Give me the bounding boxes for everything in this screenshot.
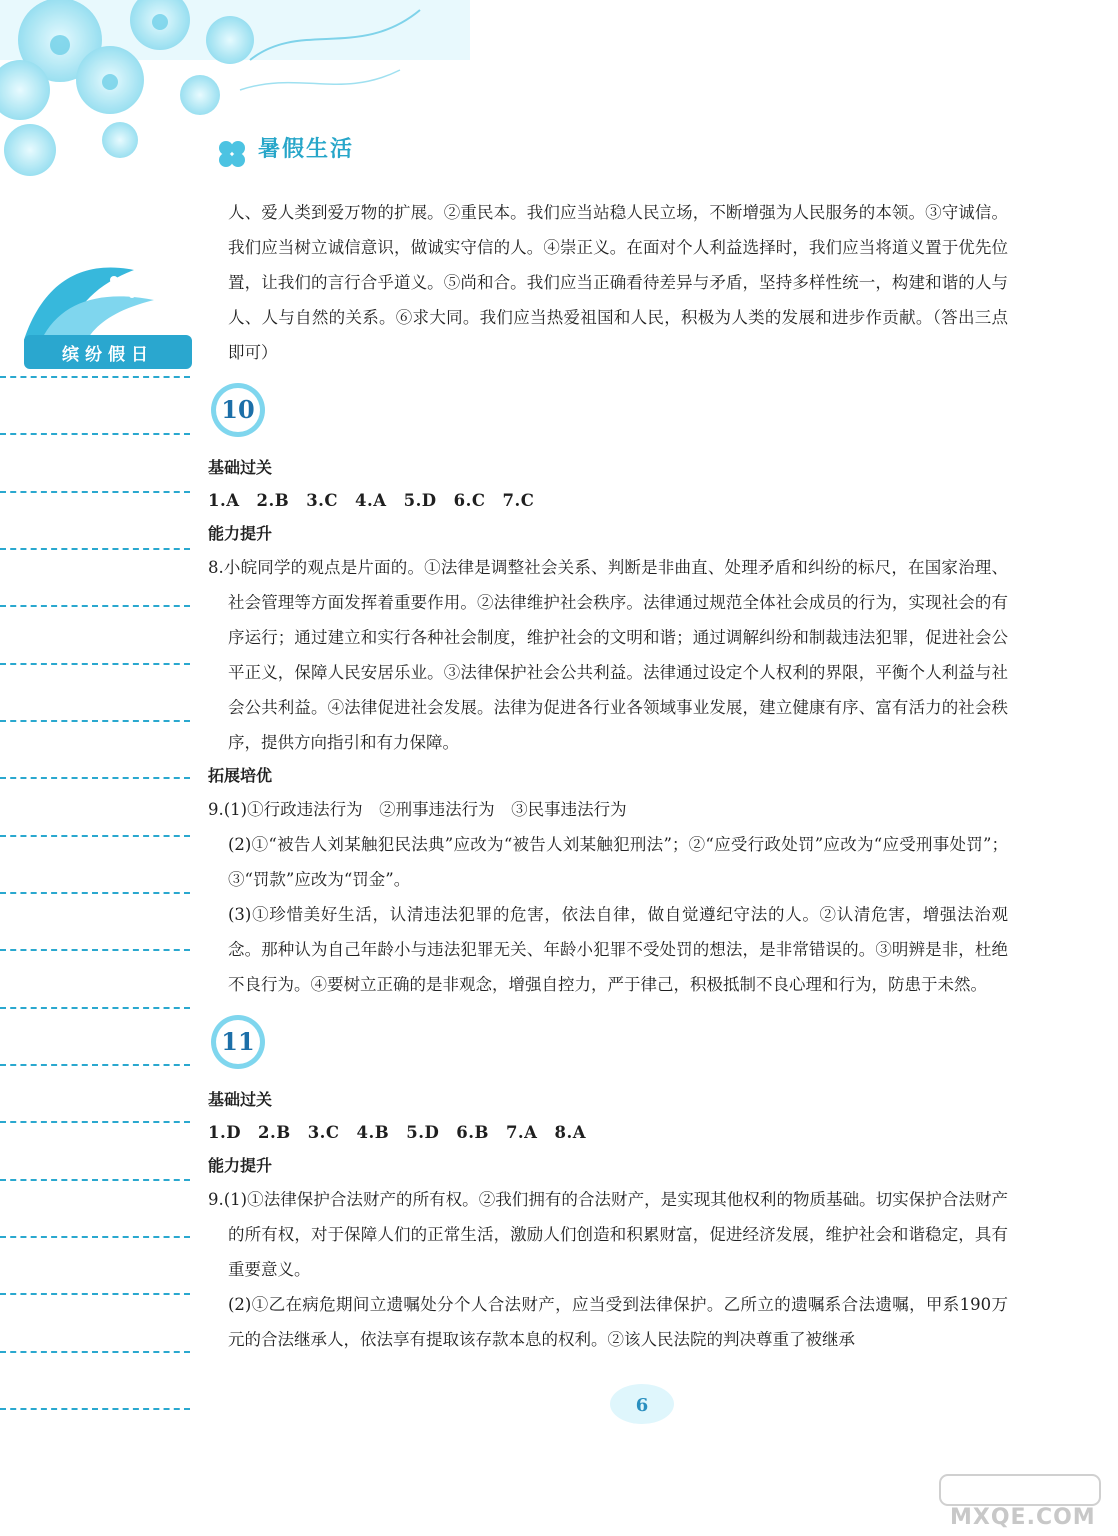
unit-10-extend-title: 拓展培优 [208, 766, 273, 785]
unit-11-number: 11 [221, 1027, 255, 1056]
unit-11-ability-title: 能力提升 [208, 1156, 273, 1175]
unit-10-ability-title: 能力提升 [208, 524, 273, 543]
unit-11-badge [210, 1014, 266, 1070]
unit-10-q9-2: (2)①“被告人刘某触犯民法典”应改为“被告人刘某触犯刑法”；②“应受行政处罚”应改为“应受刑事处罚”；③“罚款”应改为“罚金”。 [228, 835, 1008, 889]
clover-icon [214, 136, 250, 172]
watermark-text: MXQE.COM [950, 1505, 1096, 1530]
unit-10-number: 10 [221, 395, 255, 424]
intro-paragraph: 人、爱人类到爱万物的扩展。②重民本。我们应当站稳人民立场，不断增强为人民服务的本领。③守诚信。我们应当树立诚信意识，做诚实守信的人。④崇正义。在面对个人利益选择时，我们应当将道义置于优先位置，让我们的言行合乎道义。⑤尚和合。我们应当正确看待差异与矛盾，坚持多样性统一，构建和谐的人与人、人与自然的关系。⑥求大同。我们应当热爱祖国和人民，积极为人类的发展和进步作贡献。（答出三点即可） [228, 203, 1008, 362]
page-number: 6 [635, 1395, 649, 1416]
unit-10-basic-answers: 1.A 2.B 3.C 4.A 5.D 6.C 7.C [208, 491, 535, 510]
unit-10-basic-title: 基础过关 [208, 458, 273, 477]
unit-11-basic-title: 基础过关 [208, 1090, 273, 1109]
unit-11-basic-answers: 1.D 2.B 3.C 4.B 5.D 6.B 7.A 8.A [208, 1123, 586, 1142]
unit-11-q9-1: 9.(1)①法律保护合法财产的所有权。②我们拥有的合法财产，是实现其他权利的物质基础。切实保护合法财产的所有权，对于保障人们的正常生活，激励人们创造和积累财富，促进经济发展，维护社会和谐稳定，具有重要意义。 [208, 1190, 1008, 1279]
header-title: 暑假生活 [258, 137, 355, 162]
sidebar-badge-label: 缤纷假日 [62, 345, 154, 365]
unit-10-badge [210, 382, 266, 438]
unit-11-q9-2: (2)①乙在病危期间立遗嘱处分个人合法财产，应当受到法律保护。乙所立的遗嘱系合法遗嘱，甲系190万元的合法继承人，依法享有提取该存款本息的权利。②该人民法院的判决尊重了被继承 [228, 1295, 1008, 1349]
unit-10-q9-3: (3)①珍惜美好生活，认清违法犯罪的危害，依法自律，做自觉遵纪守法的人。②认清危害，增强法治观念。那种认为自己年龄小与违法犯罪无关、年龄小犯罪不受处罚的想法，是非常错误的。③明辨是非，杜绝不良行为。④要树立正确的是非观念，增强自控力，严于律己，积极抵制不良心理和行为，防患于未然。 [228, 905, 1008, 994]
unit-10-q8: 8.小皖同学的观点是片面的。①法律是调整社会关系、判断是非曲直、处理矛盾和纠纷的标尺，在国家治理、社会管理等方面发挥着重要作用。②法律维护社会秩序。法律通过规范全体社会成员的行为，实现社会的有序运行；通过建立和实行各种社会制度，维护社会的文明和谐；通过调解纠纷和制裁违法犯罪，促进社会公平正义，保障人民安居乐业。③法律保护社会公共利益。法律通过设定个人权利的界限，平衡个人利益与社会公共利益。④法律促进社会发展。法律为促进各行业各领域事业发展，建立健康有序、富有活力的社会秩序，提供方向指引和有力保障。 [208, 558, 1008, 752]
answer-content [208, 195, 1008, 1357]
unit-10-q9-1: 9.(1)①行政违法行为 ②刑事违法行为 ③民事违法行为 [208, 800, 627, 819]
